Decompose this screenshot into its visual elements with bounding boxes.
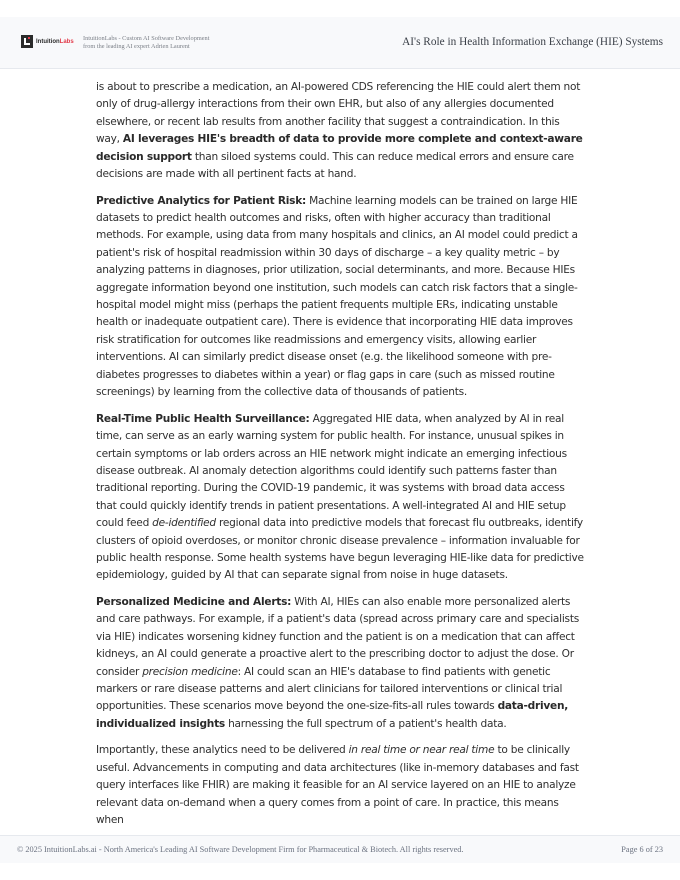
emphasis-italic: precision medicine: [142, 665, 238, 678]
footer-copyright: © 2025 IntuitionLabs.ai - North America's Leading AI Software Development Firm for Pharmaceutical & Biotech. All rights reserved.: [17, 845, 464, 854]
paragraph-lead-heading: Real-Time Public Health Surveillance:: [96, 412, 310, 425]
header-tagline: [83, 35, 209, 51]
document-title: AI's Role in Health Information Exchange (HIE) Systems: [402, 36, 663, 48]
emphasis-bold: data-driven, individualized insights: [96, 700, 569, 730]
tagline-line-1: IntuitionLabs - Custom AI Software Development: [83, 35, 210, 42]
emphasis-italic: de-identified: [152, 517, 216, 530]
paragraph-personalized-medicine: Personalized Medicine and Alerts: With AI, HIEs can also enable more personalized alerts and care pathways. For example, if a patient's data (spread across primary care and specialists via HIE) indicates worsening kidney function and the patient is on a medication that can affect kidneys, an AI could generate a proactive alert to the prescribing doctor to adjust the dose. Or consider precision medicine: AI could scan an HIE's database to find patients with genetic markers or rare disease patterns and alert clinicians for tailored interventions or clinical trial opportunities. These scenarios move beyond the one-size-fits-all rules towards data-driven, individualized insights harnessing the full spectrum of a patient's health data.: [96, 595, 579, 730]
tagline-line-2: from the leading AI expert Adrien Laurent: [83, 43, 190, 50]
logo-mark-icon: [21, 35, 33, 48]
page-header: [0, 17, 680, 69]
emphasis-italic: in real time or near real time: [348, 744, 495, 757]
paragraph-public-health-surveillance: Real-Time Public Health Surveillance: Aggregated HIE data, when analyzed by AI in real time, can serve as an early warning system for public health. For instance, unusual spikes in certain symptoms or lab orders across an HIE network might indicate an emerging infectious disease outbreak. AI anomaly detection algorithms could identify such patterns faster than traditional reporting. During the COVID-19 pandemic, it was systems with broad data access that could quickly identify trends in patient presentations. A well-integrated AI and HIE setup could feed de-identified regional data into predictive models that forecast flu outbreaks, identify clusters of opioid overdoses, or monitor chronic disease prevalence – information invaluable for public health response. Some health systems have begun leveraging HIE-like data for predictive epidemiology, guided by AI that can separate signal from noise in huge datasets.: [96, 412, 584, 582]
document-body: [96, 79, 586, 839]
page-number: Page 6 of 23: [621, 845, 663, 854]
page-footer: [0, 835, 680, 863]
paragraph-predictive-analytics: Predictive Analytics for Patient Risk: Machine learning models can be trained on large HIE datasets to predict health outcomes and risks, often with higher accuracy than traditional methods. For example, using data from many hospitals and clinics, an AI model could predict a patient's risk of hospital readmission within 30 days of discharge – a key quality metric – by analyzing patterns in diagnoses, prior utilization, social determinants, and more. Because HIEs aggregate information beyond one institution, such models can catch risk factors that a single-hospital model might miss (perhaps the patient frequents multiple ERs, indicating unstable health or inadequate outpatient care). There is evidence that incorporating HIE data improves risk stratification for outcomes like readmissions and emergency visits, allowing earlier interventions. AI can similarly predict disease onset (e.g. the likelihood someone with pre-diabetes progresses to diabetes within a year) or flag gaps in care (such as missed routine screenings) by learning from the collective data of thousands of patients.: [96, 194, 578, 399]
paragraph-lead-heading: Predictive Analytics for Patient Risk:: [96, 194, 307, 207]
paragraph-real-time-delivery: Importantly, these analytics need to be delivered in real time or near real time to be clinically useful. Advancements in computing and data architectures (like in-memory databases and fast query interfaces like FHIR) are making it feasible for an AI service layered on an HIE to analyze relevant data on-demand when a query comes from a point of care. In practice, this means when: [96, 744, 579, 826]
logo-wordmark: IntuitionLabs: [36, 38, 74, 45]
paragraph-cds-continued: is about to prescribe a medication, an AI-powered CDS referencing the HIE could alert them not only of drug-allergy interactions from their own EHR, but also of any allergies documented elsewhere, or recent lab results from another facility that suggest a contraindication. In this way, AI leverages HIE's breadth of data to provide more complete and context-aware decision support than siloed systems could. This can reduce medical errors and ensure care decisions are made with all pertinent facts at hand.: [96, 81, 583, 181]
emphasis-bold: AI leverages HIE's breadth of data to provide more complete and context-aware decision support: [96, 133, 583, 163]
intuitionlabs-logo[interactable]: [21, 35, 74, 48]
paragraph-lead-heading: Personalized Medicine and Alerts:: [96, 595, 292, 608]
